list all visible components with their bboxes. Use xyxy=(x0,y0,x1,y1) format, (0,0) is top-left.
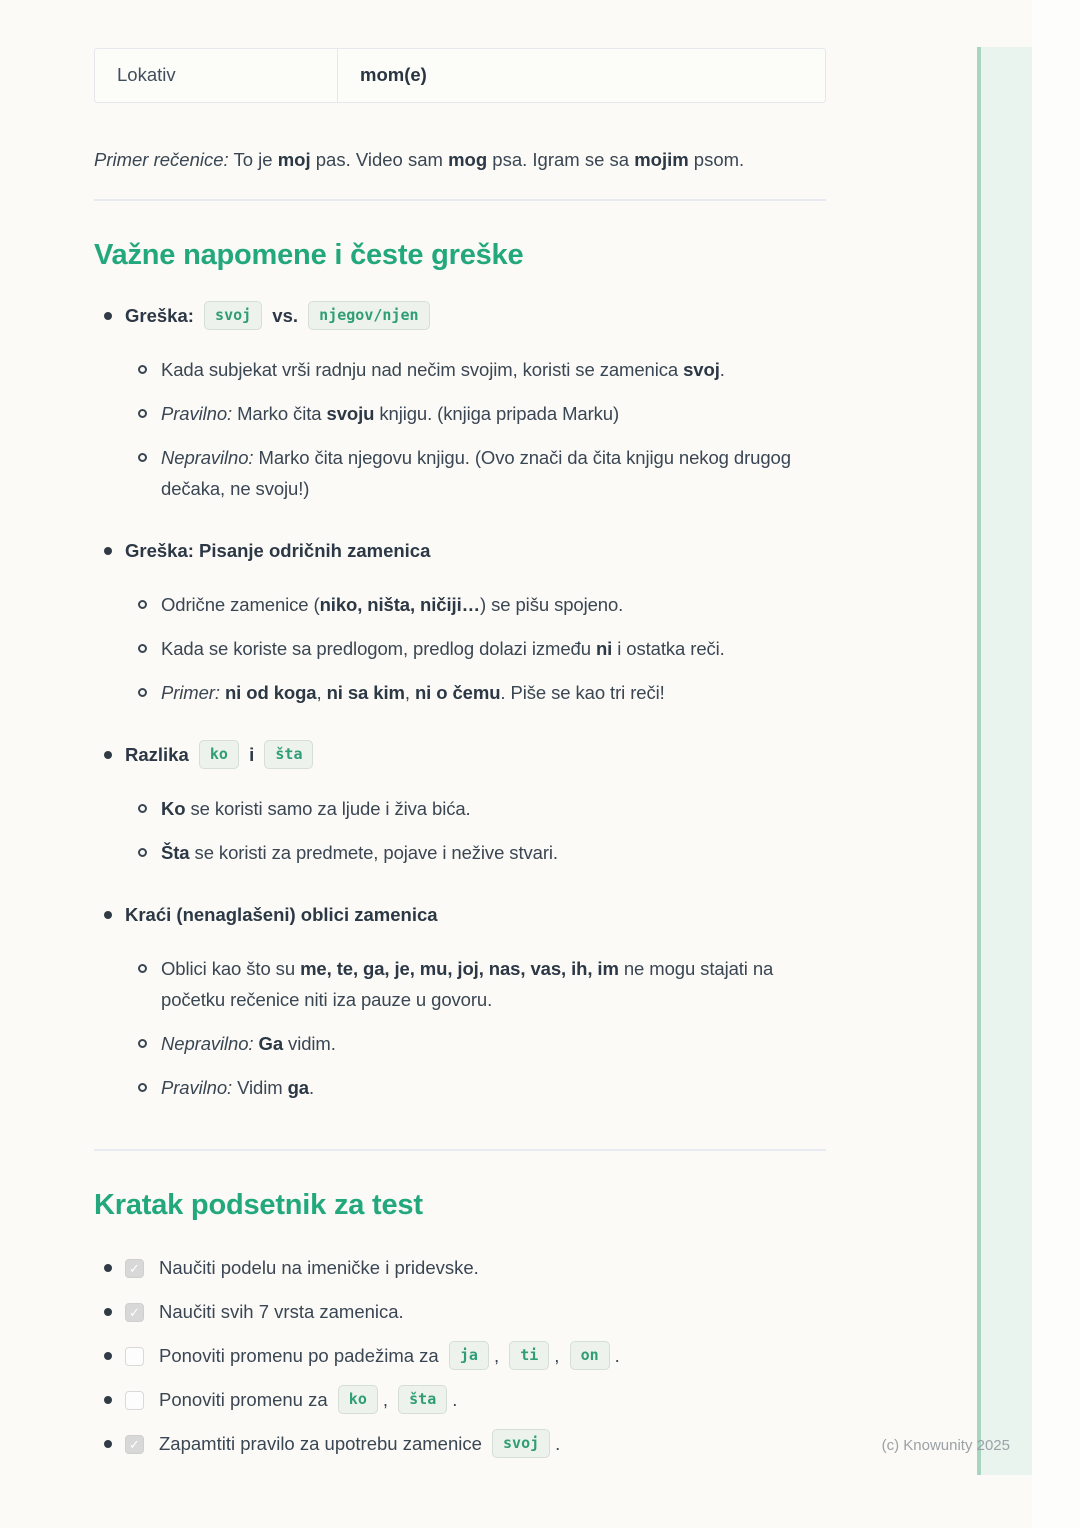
note-sub-item xyxy=(94,1028,826,1059)
text-run: Greška: xyxy=(125,305,200,326)
text-run: Pravilno: xyxy=(161,403,233,424)
text-run: , xyxy=(493,1345,505,1366)
note-sub-item xyxy=(94,354,826,385)
text-run: Ponoviti promenu po padežima za xyxy=(159,1345,444,1366)
note-sublist xyxy=(94,589,826,708)
code-chip: svoj xyxy=(204,301,262,330)
text-run: Marko čita njegovu knjigu. (Ovo znači da čita knjigu nekog drugog dečaka, ne svoju!) xyxy=(161,447,791,499)
checkbox[interactable] xyxy=(125,1347,144,1366)
text-run: . Piše se kao tri reči! xyxy=(500,682,665,703)
code-chip: šta xyxy=(264,740,313,769)
code-chip: on xyxy=(570,1341,610,1370)
text-run: . xyxy=(452,1389,458,1410)
bullet-icon xyxy=(104,547,112,555)
checklist-item xyxy=(94,1253,826,1283)
text-run: , xyxy=(404,682,415,703)
note-item xyxy=(94,898,826,1103)
note-lead xyxy=(94,534,826,567)
text-run: vidim. xyxy=(283,1033,336,1054)
text-run: Marko čita xyxy=(232,403,327,424)
note-sub-text xyxy=(161,1072,826,1103)
note-item xyxy=(94,299,826,504)
text-run: . xyxy=(308,1077,315,1098)
text-run: Ponoviti promenu za xyxy=(159,1389,333,1410)
bullet-icon xyxy=(104,1352,112,1360)
table-cell-form: mom(e) xyxy=(360,64,427,85)
note-sub-item xyxy=(94,953,826,1015)
note-sub-item xyxy=(94,633,826,664)
checkbox[interactable]: ✓ xyxy=(125,1303,144,1322)
text-run: Kada subjekat vrši radnju nad nečim svojim, koristi se zamenica xyxy=(161,359,684,380)
circle-bullet-icon xyxy=(138,848,147,857)
note-sub-item xyxy=(94,398,826,429)
circle-bullet-icon xyxy=(138,409,147,418)
bullet-icon xyxy=(104,1396,112,1404)
checkbox[interactable]: ✓ xyxy=(125,1259,144,1278)
text-run: . xyxy=(555,1433,561,1454)
text-run: ni od koga xyxy=(224,682,317,703)
text-run: se koristi za predmete, pojave i nežive stvari. xyxy=(189,842,558,863)
text-run: ga xyxy=(287,1077,309,1098)
text-run: knjigu. (knjiga pripada Marku) xyxy=(374,403,620,424)
note-sub-text xyxy=(161,953,826,1015)
checkbox[interactable]: ✓ xyxy=(125,1435,144,1454)
code-chip: njegov/njen xyxy=(308,301,429,330)
code-chip: ko xyxy=(338,1385,378,1414)
text-run: Razlika xyxy=(125,744,194,765)
bullet-icon xyxy=(104,911,112,919)
note-sub-item xyxy=(94,837,826,868)
checklist-item-text xyxy=(159,1297,826,1327)
example-paragraph xyxy=(94,141,826,179)
text-run: Ga xyxy=(258,1033,284,1054)
code-chip: ti xyxy=(509,1341,549,1370)
circle-bullet-icon xyxy=(138,365,147,374)
circle-bullet-icon xyxy=(138,600,147,609)
checklist-item-text xyxy=(159,1429,826,1459)
text-run: ni xyxy=(595,638,613,659)
text-run: se koristi samo za ljude i živa bića. xyxy=(185,798,471,819)
watermark-stripe xyxy=(977,47,1032,1475)
text-run: ni o čemu xyxy=(414,682,501,703)
note-sub-item xyxy=(94,589,826,620)
note-lead xyxy=(94,299,826,332)
text-run: Primer rečenice: xyxy=(94,149,229,170)
note-sublist xyxy=(94,354,826,504)
text-run: Nepravilno: xyxy=(161,1033,254,1054)
text-run: ni sa kim xyxy=(326,682,405,703)
text-run: , xyxy=(554,1345,565,1366)
text-run: Primer: xyxy=(161,682,220,703)
checklist-item-text xyxy=(159,1341,826,1371)
checklist-item xyxy=(94,1341,826,1371)
note-sub-item xyxy=(94,677,826,708)
text-run: Nepravilno: xyxy=(161,447,254,468)
note-sub-item xyxy=(94,793,826,824)
note-sub-text xyxy=(161,589,826,620)
circle-bullet-icon xyxy=(138,964,147,973)
text-run: Naučiti svih 7 vrsta zamenica. xyxy=(159,1301,404,1322)
bullet-icon xyxy=(104,1264,112,1272)
note-item xyxy=(94,534,826,708)
content-column xyxy=(94,0,826,1459)
text-run: Kraći (nenaglašeni) oblici zamenica xyxy=(125,904,438,925)
checklist-item-text xyxy=(159,1253,826,1283)
note-lead-text xyxy=(125,738,826,771)
section-divider xyxy=(94,199,826,201)
circle-bullet-icon xyxy=(138,804,147,813)
text-run: mog xyxy=(448,149,488,170)
note-lead xyxy=(94,738,826,771)
note-item xyxy=(94,738,826,868)
text-run: ne mogu stajati na početku rečenice niti iza pauze u govoru. xyxy=(161,958,774,1010)
copyright-text: (c) Knowunity 2025 xyxy=(881,1437,1010,1454)
bullet-icon xyxy=(104,751,112,759)
code-chip: ko xyxy=(199,740,239,769)
note-sublist xyxy=(94,953,826,1103)
note-sublist xyxy=(94,793,826,868)
note-lead-text xyxy=(125,299,826,332)
text-run: Naučiti podelu na imeničke i pridevske. xyxy=(159,1257,479,1278)
checklist-item xyxy=(94,1297,826,1327)
note-sub-item xyxy=(94,1072,826,1103)
checkbox[interactable] xyxy=(125,1391,144,1410)
section-heading-review: Kratak podsetnik za test xyxy=(94,1189,423,1221)
text-run: Ko xyxy=(161,798,186,819)
notes-list xyxy=(94,299,826,1103)
text-run: . xyxy=(614,1345,620,1366)
text-run: vs. xyxy=(267,305,304,326)
declension-table xyxy=(94,48,826,103)
checklist-item xyxy=(94,1385,826,1415)
checklist-item-text xyxy=(159,1385,826,1415)
note-lead-text xyxy=(125,534,826,567)
note-sub-text xyxy=(161,837,826,868)
note-lead xyxy=(94,898,826,931)
bullet-icon xyxy=(104,1440,112,1448)
text-run: svoj xyxy=(683,359,720,380)
text-run: psa. Igram se sa xyxy=(487,149,635,170)
text-run: niko, ništa, ničiji… xyxy=(319,594,481,615)
text-run: mojim xyxy=(634,149,689,170)
circle-bullet-icon xyxy=(138,644,147,653)
note-sub-text xyxy=(161,442,826,504)
note-sub-item xyxy=(94,442,826,504)
note-sub-text xyxy=(161,793,826,824)
text-run: ) se pišu spojeno. xyxy=(480,594,624,615)
section-divider xyxy=(94,1149,826,1151)
text-run: Kada se koriste sa predlogom, predlog dolazi između xyxy=(161,638,596,659)
text-run: psom. xyxy=(688,149,745,170)
text-run: , xyxy=(316,682,327,703)
circle-bullet-icon xyxy=(138,1083,147,1092)
note-sub-text xyxy=(161,1028,826,1059)
text-run: . xyxy=(719,359,725,380)
text-run: Vidim xyxy=(232,1077,288,1098)
code-chip: šta xyxy=(398,1385,447,1414)
text-run: Greška: Pisanje odričnih zamenica xyxy=(125,540,431,561)
text-run: Oblici kao što su xyxy=(161,958,301,979)
note-sub-text xyxy=(161,677,826,708)
circle-bullet-icon xyxy=(138,688,147,697)
note-sub-text xyxy=(161,633,826,664)
text-run: To je xyxy=(228,149,278,170)
text-run: moj xyxy=(277,149,311,170)
note-sub-text xyxy=(161,354,826,385)
code-chip: svoj xyxy=(492,1429,550,1458)
bullet-icon xyxy=(104,312,112,320)
note-sub-text xyxy=(161,398,826,429)
review-checklist xyxy=(94,1253,826,1459)
bullet-icon xyxy=(104,1308,112,1316)
text-run: Pravilno: xyxy=(161,1077,233,1098)
text-run: i xyxy=(243,744,260,765)
text-run: Zapamtiti pravilo za upotrebu zamenice xyxy=(159,1433,488,1454)
text-run: Odrične zamenice ( xyxy=(161,594,320,615)
circle-bullet-icon xyxy=(138,1039,147,1048)
text-run: me, te, ga, je, mu, joj, nas, vas, ih, im xyxy=(300,958,619,979)
text-run: i ostatka reči. xyxy=(612,638,725,659)
text-run: , xyxy=(382,1389,394,1410)
text-run: svoju xyxy=(326,403,375,424)
circle-bullet-icon xyxy=(138,453,147,462)
text-run: pas. Video sam xyxy=(310,149,449,170)
section-heading-notes: Važne napomene i česte greške xyxy=(94,239,524,271)
note-lead-text xyxy=(125,898,826,931)
right-gutter xyxy=(1032,0,1080,1528)
table-cell-case: Lokativ xyxy=(95,49,338,102)
code-chip: ja xyxy=(449,1341,489,1370)
checklist-item xyxy=(94,1429,826,1459)
text-run: Šta xyxy=(161,842,190,863)
